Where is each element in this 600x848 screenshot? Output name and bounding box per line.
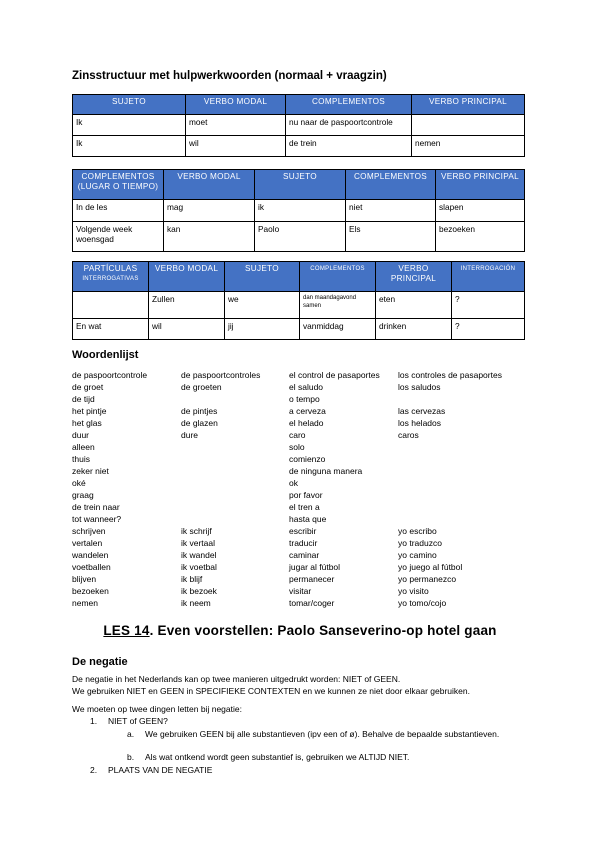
list-item: PLAATS VAN DE NEGATIE [108, 765, 213, 775]
vocabulary-cell: ik schrijf [181, 526, 212, 536]
vocabulary-row [72, 381, 532, 393]
vocabulary-row [72, 561, 532, 573]
lesson-title-text: . Even voorstellen: Paolo Sanseverino-op hotel gaan [149, 623, 497, 638]
header-sublabel: INTERROGATIVAS [82, 276, 139, 282]
table-row [73, 319, 525, 340]
table-cell: de trein [286, 136, 412, 157]
table-cell: ? [452, 319, 525, 340]
vocabulary-cell: schrijven [72, 526, 106, 536]
table-cell: Zullen [149, 292, 225, 319]
vocabulary-row [72, 585, 532, 597]
sub-list-item: We gebruiken GEEN bij alle substantieven (ipv een of ø). Behalve de bepaalde substantieven. [145, 729, 500, 739]
vocabulary-row [72, 573, 532, 585]
vocabulary-cell: yo escribo [398, 526, 437, 536]
vocabulary-cell: voetballen [72, 562, 111, 572]
vocabulary-row [72, 549, 532, 561]
vocabulary-cell: het pintje [72, 406, 107, 416]
table-header-row [73, 170, 525, 200]
table-cell: slapen [436, 200, 525, 222]
table-sentence-structure-2 [72, 169, 525, 252]
vocabulary-cell: permanecer [289, 574, 335, 584]
vocabulary-cell: los controles de pasaportes [398, 370, 502, 380]
table-cell: vanmiddag [300, 319, 376, 340]
table-cell: mag [164, 200, 255, 222]
vocabulary-cell: jugar al fútbol [289, 562, 341, 572]
vocabulary-cell: caros [398, 430, 419, 440]
vocabulary-row [72, 597, 532, 609]
sub-list-letter: b. [127, 752, 135, 762]
vocabulary-cell: graag [72, 490, 94, 500]
vocabulary-cell: de groeten [181, 382, 222, 392]
vocabulary-cell: yo tomo/cojo [398, 598, 447, 608]
vocabulary-cell: por favor [289, 490, 323, 500]
list-number: 1. [90, 716, 98, 726]
table-cell: we [225, 292, 300, 319]
vocabulary-cell: ik blijf [181, 574, 203, 584]
vocabulary-cell: caro [289, 430, 306, 440]
table-cell: ik [255, 200, 346, 222]
vocabulary-cell: caminar [289, 550, 320, 560]
vocabulary-row [72, 477, 532, 489]
vocabulary-cell: de pintjes [181, 406, 218, 416]
vocabulary-cell: ik voetbal [181, 562, 217, 572]
vocabulary-row [72, 501, 532, 513]
table-cell: drinken [376, 319, 452, 340]
table-sentence-structure-1 [72, 94, 525, 157]
table-header-row [73, 95, 525, 115]
table-cell: bezoeken [436, 222, 525, 252]
vocabulary-cell: yo traduzco [398, 538, 442, 548]
table-cell: wil [149, 319, 225, 340]
table-cell: In de les [73, 200, 164, 222]
vocabulary-row [72, 369, 532, 381]
table-cell: Ik [73, 115, 186, 136]
table-cell: Ik [73, 136, 186, 157]
vocabulary-row [72, 405, 532, 417]
header-cell [73, 262, 149, 292]
vocabulary-cell: het glas [72, 418, 102, 428]
list-item: NIET of GEEN? [108, 716, 168, 726]
vocabulary-cell: o tempo [289, 394, 320, 404]
vocabulary-cell: el control de pasaportes [289, 370, 380, 380]
vocabulary-cell: el helado [289, 418, 324, 428]
table-cell: nu naar de paspoortcontrole [286, 115, 412, 136]
table-cell: wil [186, 136, 286, 157]
header-cell: SUJETO [255, 170, 346, 200]
vocabulary-cell: ik wandel [181, 550, 217, 560]
vocabulary-cell: de paspoortcontrole [72, 370, 148, 380]
table-cell: moet [186, 115, 286, 136]
vocabulary-cell: comienzo [289, 454, 326, 464]
lesson-number: LES 14 [103, 623, 150, 638]
vocabulary-row [72, 417, 532, 429]
vocabulary-cell: yo visito [398, 586, 429, 596]
vocabulary-cell: de glazen [181, 418, 218, 428]
table-row [73, 292, 525, 319]
vocabulary-cell: solo [289, 442, 305, 452]
table-cell: En wat [73, 319, 149, 340]
vocabulary-cell: el saludo [289, 382, 324, 392]
vocabulary-cell: yo camino [398, 550, 437, 560]
vocabulary-row [72, 429, 532, 441]
header-cell: INTERROGACIÓN [452, 262, 525, 292]
vocabulary-cell: el tren a [289, 502, 320, 512]
vocabulary-row [72, 393, 532, 405]
header-cell: VERBO PRINCIPAL [412, 95, 525, 115]
vocabulary-list [72, 369, 532, 609]
vocabulary-cell: los saludos [398, 382, 441, 392]
header-cell: VERBO PRINCIPAL [436, 170, 525, 200]
vocabulary-cell: vertalen [72, 538, 103, 548]
vocabulary-cell: de tijd [72, 394, 95, 404]
table-cell: ? [452, 292, 525, 319]
table-row [73, 222, 525, 252]
vocabulary-cell: escribir [289, 526, 317, 536]
vocabulary-cell: yo juego al fútbol [398, 562, 463, 572]
vocabulary-row [72, 513, 532, 525]
vocabulary-cell: ok [289, 478, 298, 488]
vocabulary-cell: hasta que [289, 514, 327, 524]
section-heading-zinsstructuur: Zinsstructuur met hulpwerkwoorden (normaal + vraagzin) [72, 70, 387, 82]
table-cell [412, 115, 525, 136]
vocabulary-cell: yo permanezco [398, 574, 457, 584]
table-row [73, 136, 525, 157]
lesson-title [0, 623, 600, 638]
header-cell: COMPLEMENTOS [286, 95, 412, 115]
table-row [73, 115, 525, 136]
paragraph: De negatie in het Nederlands kan op twee manieren uitgedrukt worden: NIET of GEEN. [72, 674, 401, 684]
table-cell: niet [346, 200, 436, 222]
vocabulary-cell: las cervezas [398, 406, 446, 416]
vocabulary-row [72, 489, 532, 501]
vocabulary-cell: ik bezoek [181, 586, 217, 596]
sub-list-item: Als wat ontkend wordt geen substantief is, gebruiken we ALTIJD NIET. [145, 752, 410, 762]
vocabulary-cell: alleen [72, 442, 95, 452]
table-cell: nemen [412, 136, 525, 157]
vocabulary-row [72, 441, 532, 453]
header-cell: COMPLEMENTOS (LUGAR O TIEMPO) [73, 170, 164, 200]
vocabulary-cell: tomar/coger [289, 598, 335, 608]
table-cell: Volgende week woensgad [73, 222, 164, 252]
vocabulary-cell: nemen [72, 598, 98, 608]
paragraph: We gebruiken NIET en GEEN in SPECIFIEKE CONTEXTEN en we kunnen ze niet door elkaar gebruiken. [72, 686, 470, 696]
table-cell: dan maandagavond samen [300, 292, 376, 319]
table-question-structure [72, 261, 525, 340]
table-cell: eten [376, 292, 452, 319]
paragraph: We moeten op twee dingen letten bij negatie: [72, 704, 242, 714]
vocabulary-row [72, 465, 532, 477]
header-cell: COMPLEMENTOS [300, 262, 376, 292]
vocabulary-cell: ik neem [181, 598, 211, 608]
table-cell: kan [164, 222, 255, 252]
list-number: 2. [90, 765, 98, 775]
table-cell: Els [346, 222, 436, 252]
vocabulary-cell: a cerveza [289, 406, 326, 416]
table-row [73, 200, 525, 222]
header-cell: VERBO MODAL [149, 262, 225, 292]
table-cell: Paolo [255, 222, 346, 252]
header-cell: VERBO MODAL [164, 170, 255, 200]
header-cell: SUJETO [73, 95, 186, 115]
vocabulary-cell: oké [72, 478, 86, 488]
vocabulary-cell: ik vertaal [181, 538, 216, 548]
vocabulary-cell: zeker niet [72, 466, 109, 476]
vocabulary-cell: bezoeken [72, 586, 109, 596]
vocabulary-cell: wandelen [72, 550, 109, 560]
vocabulary-cell: de trein naar [72, 502, 120, 512]
vocabulary-row [72, 453, 532, 465]
header-label: PARTÍCULAS [83, 264, 138, 273]
header-cell: VERBO PRINCIPAL [376, 262, 452, 292]
vocabulary-cell: traducir [289, 538, 318, 548]
negatie-heading: De negatie [72, 656, 128, 668]
vocabulary-cell: de ninguna manera [289, 466, 363, 476]
vocabulary-cell: blijven [72, 574, 97, 584]
vocabulary-cell: visitar [289, 586, 312, 596]
vocabulary-row [72, 525, 532, 537]
vocabulary-cell: los helados [398, 418, 442, 428]
table-cell [73, 292, 149, 319]
header-cell: SUJETO [225, 262, 300, 292]
vocabulary-cell: dure [181, 430, 199, 440]
header-cell: COMPLEMENTOS [346, 170, 436, 200]
sub-list-letter: a. [127, 729, 135, 739]
woordenlijst-heading: Woordenlijst [72, 349, 139, 361]
table-header-row [73, 262, 525, 292]
vocabulary-cell: de paspoortcontroles [181, 370, 261, 380]
vocabulary-cell: thuis [72, 454, 90, 464]
vocabulary-cell: duur [72, 430, 90, 440]
vocabulary-row [72, 537, 532, 549]
header-cell: VERBO MODAL [186, 95, 286, 115]
table-cell: jij [225, 319, 300, 340]
vocabulary-cell: de groet [72, 382, 104, 392]
vocabulary-cell: tot wanneer? [72, 514, 122, 524]
